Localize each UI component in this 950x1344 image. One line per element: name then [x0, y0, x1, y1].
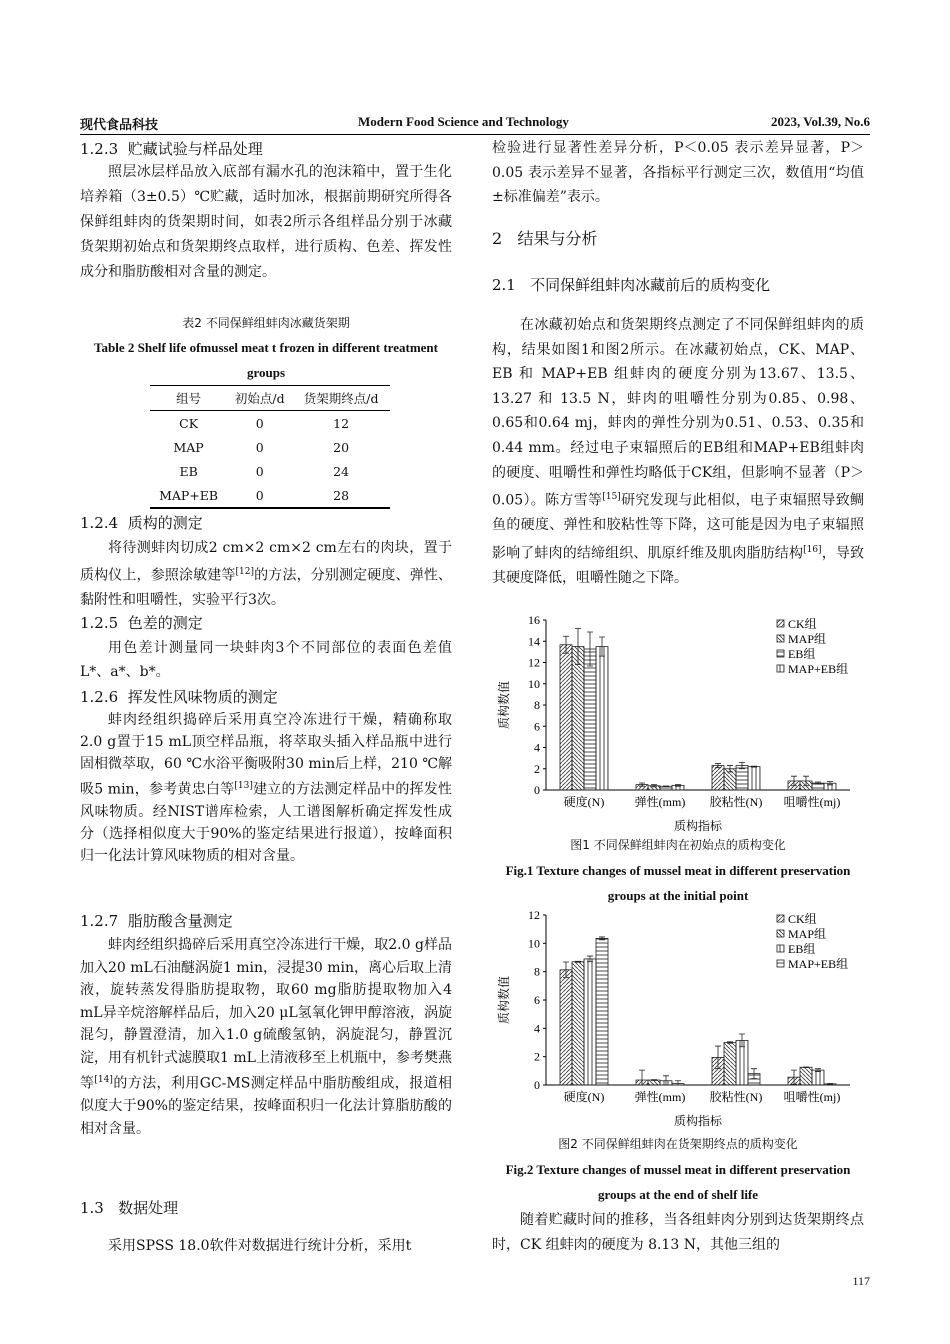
section-1-2-5-heading: 1.2.5 色差的测定: [80, 614, 203, 632]
th-group: 组号: [176, 391, 202, 406]
legend-label: MAP组: [788, 632, 827, 646]
x-axis-label: 质构指标: [673, 1114, 723, 1128]
cell: 0: [255, 415, 264, 431]
journal-name-en: Modern Food Science and Technology: [358, 114, 569, 129]
y-tick-label: 8: [534, 964, 540, 979]
legend-label: MAP组: [788, 927, 827, 941]
legend-swatch: [777, 945, 784, 952]
bar: [800, 1067, 812, 1085]
legend-label: EB组: [788, 647, 816, 661]
figure-2-bar-chart: [490, 905, 870, 1135]
header-rule: [80, 134, 870, 135]
cell: 0: [255, 439, 264, 455]
legend-label: CK组: [788, 912, 817, 926]
paragraph-shelf-end: 随着贮藏时间的推移，当各组蚌肉分别到达货架期终点时，CK 组蚌肉的硬度为 8.13 N，其他三组的: [492, 1212, 864, 1253]
y-tick-label: 10: [528, 676, 540, 691]
y-tick-label: 0: [534, 1078, 540, 1092]
bar: [584, 959, 596, 1085]
cell: 0: [255, 487, 264, 503]
table-header-row: [150, 386, 390, 411]
issue-info: 2023, Vol.39, No.6: [771, 114, 870, 129]
bar: [748, 767, 760, 790]
bar: [812, 1070, 824, 1085]
paragraph-texture-results: 在冰藏初始点和货架期终点测定了不同保鲜组蚌肉的质构，结果如图1和图2所示。在冰藏初始点，CK、MAP、EB 和 MAP+EB 组蚌肉的硬度分别为13.67、13.5、13.27 和 13.5 N，蚌肉的咀嚼性分别为0.85、0.98、0.65和0.64 mj，蚌肉的弹性分别为0.51、0.53、0.35和0.44 mm。经过电子束辐照后的EB组和MAP+EB组蚌肉的硬度、咀嚼性和弹性均略低于CK组，但影响不显著（P＞0.05）。陈方雪等[15]研究发现与此相似，电子束辐照导致鲷鱼的硬度、弹性和胶粘性等下降，这可能是因为电子束辐照影响了蚌肉的结缔组织、肌原纤维及肌肉脂肪结构[16]，导致其硬度降低，咀嚼性随之下降。: [492, 317, 865, 587]
legend-swatch: [777, 635, 784, 642]
paragraph-stats-continued: 检验进行显著性差异分析，P＜0.05 表示差异显著，P＞0.05 表示差异不显著，各指标平行测定三次，数值用“均值±标准偏差”表示。: [492, 140, 864, 205]
bar: [712, 766, 724, 790]
section-1-2-6-heading: 1.2.6 挥发性风味物质的测定: [80, 688, 278, 706]
y-tick-label: 4: [534, 1021, 540, 1036]
x-tick-label: 咀嚼性(mj): [783, 795, 841, 809]
x-tick-label: 硬度(N): [563, 795, 605, 809]
paragraph-color: 用色差计测量同一块蚌肉3个不同部位的表面色差值L*、a*、b*。: [80, 640, 452, 680]
legend-label: MAP+EB组: [788, 662, 849, 676]
x-tick-label: 弹性(mm): [634, 795, 686, 809]
bar: [596, 938, 608, 1085]
section-2-heading: 2 结果与分析: [492, 229, 598, 248]
bar: [724, 1043, 736, 1086]
cell: 20: [333, 439, 350, 455]
figure-1-caption-en: Fig.1 Texture changes of mussel meat in different preservation groups at the initial point: [505, 863, 851, 903]
legend-swatch: [777, 650, 784, 657]
bar: [584, 649, 596, 790]
paragraph-texture: 将待测蚌肉切成2 cm×2 cm×2 cm左右的肉块，置于质构仪上，参照涂敏建等[12]的方法，分别测定硬度、弹性、黏附性和咀嚼性，实验平行3次。: [80, 540, 452, 608]
figure-2-caption-en: Fig.2 Texture changes of mussel meat in different preservation groups at the end of shelf life: [505, 1162, 851, 1202]
x-tick-label: 胶粘性(N): [709, 1090, 763, 1104]
cell: MAP+EB: [159, 487, 219, 503]
shelf-life-table: [150, 385, 390, 509]
y-tick-label: 12: [528, 908, 540, 922]
table-row: [150, 435, 390, 459]
x-tick-label: 胶粘性(N): [709, 795, 763, 809]
cell: MAP: [173, 439, 204, 455]
table-row: [150, 483, 390, 508]
error-bar: [803, 1067, 809, 1068]
section-2-1-heading: 2.1 不同保鲜组蚌肉冰藏前后的质构变化: [492, 276, 771, 294]
legend-label: CK组: [788, 617, 817, 631]
cell: 28: [333, 487, 350, 503]
legend-swatch: [777, 665, 784, 672]
x-tick-label: 弹性(mm): [634, 1090, 686, 1104]
section-1-2-4-heading: 1.2.4 质构的测定: [80, 514, 203, 532]
legend-swatch: [777, 620, 784, 627]
figure-1-bar-chart: [490, 610, 870, 840]
bar: [572, 647, 584, 790]
paragraph-volatile: 蚌肉经组织捣碎后采用真空冷冻进行干燥，精确称取2.0 g置于15 mL顶空样品瓶，将萃取头插入样品瓶中进行固相微萃取，60 ℃水浴平衡吸附30 min后上样，210 ℃解吸5 min，参考黄忠白等[13]建立的方法测定样品中的挥发性风味物质。经NIST谱库检索，人工谱图解析确定挥发性成分（选择相似度大于90%的鉴定结果进行报道），按峰面积归一化法计算风味物质的相对含量。: [80, 712, 452, 864]
y-tick-label: 6: [534, 993, 540, 1007]
table-caption-cn: 表2 不同保鲜组蚌肉冰藏货架期: [182, 316, 350, 330]
y-tick-label: 10: [528, 936, 540, 951]
legend-swatch: [777, 930, 784, 937]
error-bar: [827, 1084, 833, 1085]
x-axis-label: 质构指标: [673, 819, 723, 833]
cell: CK: [179, 415, 199, 431]
legend-label: MAP+EB组: [788, 957, 849, 971]
legend-label: EB组: [788, 942, 816, 956]
cell: 12: [333, 415, 350, 431]
section-1-3-heading: 1.3 数据处理: [80, 1199, 179, 1217]
journal-name-cn: 现代食品科技: [80, 117, 159, 132]
table-caption-en: Table 2 Shelf life ofmussel meat t frozen in different treatment groups: [94, 340, 438, 380]
figure-1-caption-cn: 图1 不同保鲜组蚌肉在初始点的质构变化: [570, 838, 786, 852]
x-tick-label: 硬度(N): [563, 1090, 605, 1104]
bar: [736, 766, 748, 790]
y-tick-label: 2: [534, 1049, 540, 1064]
bar: [560, 970, 572, 1085]
legend-swatch: [777, 960, 784, 967]
section-1-2-7-heading: 1.2.7 脂肪酸含量测定: [80, 912, 233, 930]
bar: [572, 962, 584, 1085]
figure-2-caption-cn: 图2 不同保鲜组蚌肉在货架期终点的质构变化: [558, 1137, 798, 1151]
y-tick-label: 4: [534, 740, 540, 755]
y-axis-label: 质构数值: [497, 680, 511, 730]
cell: EB: [179, 463, 198, 479]
legend-swatch: [777, 915, 784, 922]
y-tick-label: 8: [534, 698, 540, 712]
paragraph-data-processing: 采用SPSS 18.0软件对数据进行统计分析，采用t: [108, 1238, 412, 1254]
cell: 0: [255, 463, 264, 479]
bar: [596, 647, 608, 790]
section-1-2-3-heading: 1.2.3 贮藏试验与样品处理: [80, 140, 263, 158]
y-tick-label: 14: [528, 634, 540, 649]
paragraph-fatty-acid: 蚌肉经组织捣碎后采用真空冷冻进行干燥，取2.0 g样品加入20 mL石油醚涡旋1 min，浸提30 min，离心后取上清液，旋转蒸发得脂肪提取物，取60 mg脂肪提取物加入4 mL异辛烷溶解样品后，加入20 μL氢氧化钾甲醇溶液，涡旋混匀，静置澄清，加入1.0 g硫酸氢钠，涡旋混匀，静置沉淀，用有机针式滤膜取1 mL上清液移至上机瓶中，参考樊燕等[14]的方法，利用GC-MS测定样品中脂肪酸组成，报道相似度大于90%的鉴定结果，按峰面积归一化法计算脂肪酸的相对含量。: [80, 937, 453, 1137]
paragraph-storage: 照层冰层样品放入底部有漏水孔的泡沫箱中，置于生化培养箱（3±0.5）℃贮藏，适时加冰，根据前期研究所得各保鲜组蚌肉的货架期时间，如表2所示各组样品分别于冰藏货架期初始点和货架期终点取样，进行质构、色差、挥发性成分和脂肪酸相对含量的测定。: [80, 164, 452, 280]
error-bar: [663, 786, 669, 787]
y-tick-label: 6: [534, 719, 540, 734]
table-row: [150, 459, 390, 483]
th-initial: 初始点/d: [234, 391, 285, 406]
th-end: 货架期终点/d: [303, 391, 379, 406]
y-tick-label: 0: [534, 783, 540, 797]
table-row: [150, 411, 390, 436]
y-tick-label: 16: [528, 613, 540, 627]
page-number: 117: [852, 1274, 870, 1288]
y-tick-label: 12: [528, 655, 540, 670]
cell: 24: [333, 463, 350, 479]
bar: [560, 645, 572, 790]
y-axis-label: 质构数值: [497, 975, 511, 1025]
x-tick-label: 咀嚼性(mj): [783, 1090, 841, 1104]
y-tick-label: 2: [534, 761, 540, 776]
